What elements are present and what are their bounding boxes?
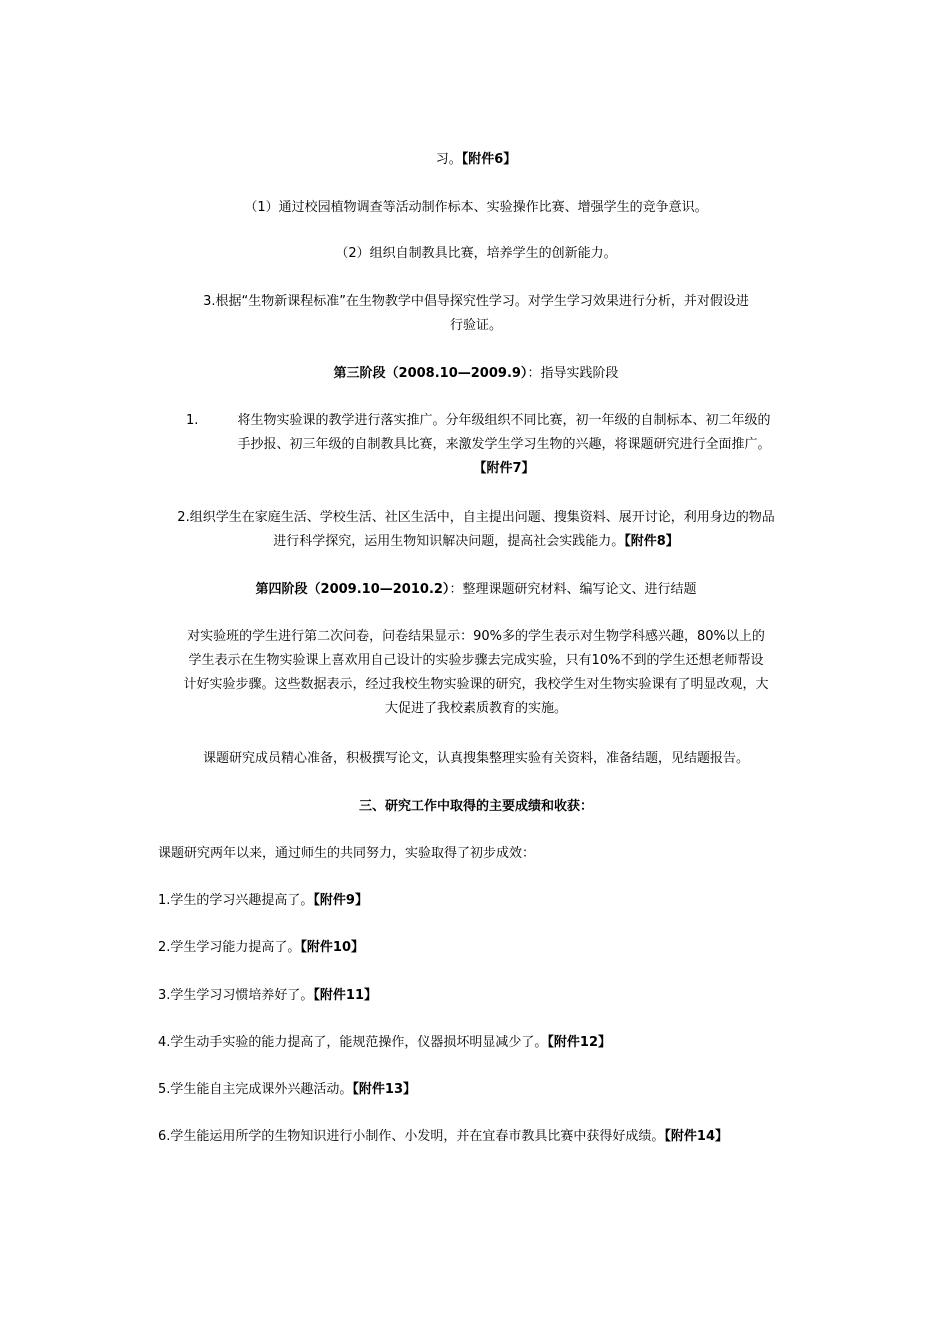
paragraph-line: 手抄报、初三年级的自制教具比赛，来激发学生学习生物的兴趣，将课题研究进行全面推广。 [237,437,771,452]
result-item [158,1031,794,1055]
paragraph-line: 进行科学探究，运用生物知识解决问题，提高社会实践能力。 [273,534,625,549]
result-item [158,936,794,960]
attachment-ref: 【附件12】 [547,1035,611,1050]
list-number: 1. [186,413,199,428]
paragraph-line: 行验证。 [449,318,502,333]
result-item [158,1078,794,1102]
paragraph-item-2: （2）组织自制教具比赛，培养学生的创新能力。 [335,246,617,261]
attachment-ref: 【附件6】 [461,152,517,167]
result-text: 4.学生动手实验的能力提高了，能规范操作，仪器损坏明显减少了。 [158,1035,548,1050]
stage4-heading [158,578,794,602]
paragraph-item-1: （1）通过校园植物调查等活动制作标本、实验操作比赛、增强学生的竞争意识。 [244,200,708,215]
attachment-ref: 【附件14】 [664,1129,728,1144]
stage-description: ：指导实践阶段 [527,366,619,381]
result-item [158,1125,818,1149]
result-text: 3.学生学习习惯培养好了。 [158,988,314,1003]
paragraph-line: 对实验班的学生进行第二次问卷，问卷结果显示：90%多的学生表示对生物学科感兴趣，80%以上的 [187,629,765,644]
result-item [158,889,794,913]
attachment-ref: 【附件11】 [313,988,377,1003]
paragraph-line: 大促进了我校素质教育的实施。 [384,701,567,716]
attachment-ref: 【附件10】 [300,940,364,955]
members-paragraph: 课题研究成员精心准备，积极撰写论文，认真搜集整理实验有关资料，准备结题，见结题报告。 [202,751,749,766]
attachment-ref: 【附件7】 [473,461,535,476]
paragraph-line: 2.组织学生在家庭生活、学校生活、社区生活中，自主提出问题、搜集资料、展开讨论，利用身边的物品 [177,510,775,525]
result-text: 5.学生能自主完成课外兴趣活动。 [158,1082,353,1097]
paragraph-line: 计好实验步骤。这些数据表示，经过我校生物实验课的研究，我校学生对生物实验课有了明显改观，大 [183,677,769,692]
section-heading: 三、研究工作中取得的主要成绩和收获： [358,799,593,814]
survey-paragraph [158,625,794,721]
paragraph-item-3 [158,290,794,338]
result-text: 2.学生学习能力提高了。 [158,940,301,955]
attachment-ref: 【附件13】 [352,1082,416,1097]
stage-description: ：整理课题研究材料、编写论文、进行结题 [449,582,697,597]
paragraph-line: 3.根据“生物新课程标准”在生物教学中倡导探究性学习。对学生学习效果进行分析，并对假设进 [203,294,749,309]
result-text: 6.学生能运用所学的生物知识进行小制作、小发明，并在宜春市教具比赛中获得好成绩。 [158,1129,665,1144]
paragraph-line: 将生物实验课的教学进行落实推广。分年级组织不同比赛，初一年级的自制标本、初二年级的 [237,413,771,428]
paragraph-text: 习。 [435,152,462,167]
attachment-ref: 【附件9】 [313,893,368,908]
intro-paragraph: 课题研究两年以来，通过师生的共同努力，实验取得了初步成效： [158,846,536,861]
paragraph-continuation [158,148,794,172]
list-item-1 [214,409,794,481]
stage3-heading [158,362,794,386]
attachment-ref: 【附件8】 [624,534,679,549]
result-text: 1.学生的学习兴趣提高了。 [158,893,314,908]
result-item [158,984,794,1008]
list-item-2 [158,506,794,554]
paragraph-line: 学生表示在生物实验课上喜欢用自己设计的实验步骤去完成实验，只有10%不到的学生还想老师帮设 [188,653,764,668]
stage-title: 第四阶段（2009.10—2010.2） [255,582,450,597]
stage-title: 第三阶段（2008.10—2009.9） [333,366,528,381]
